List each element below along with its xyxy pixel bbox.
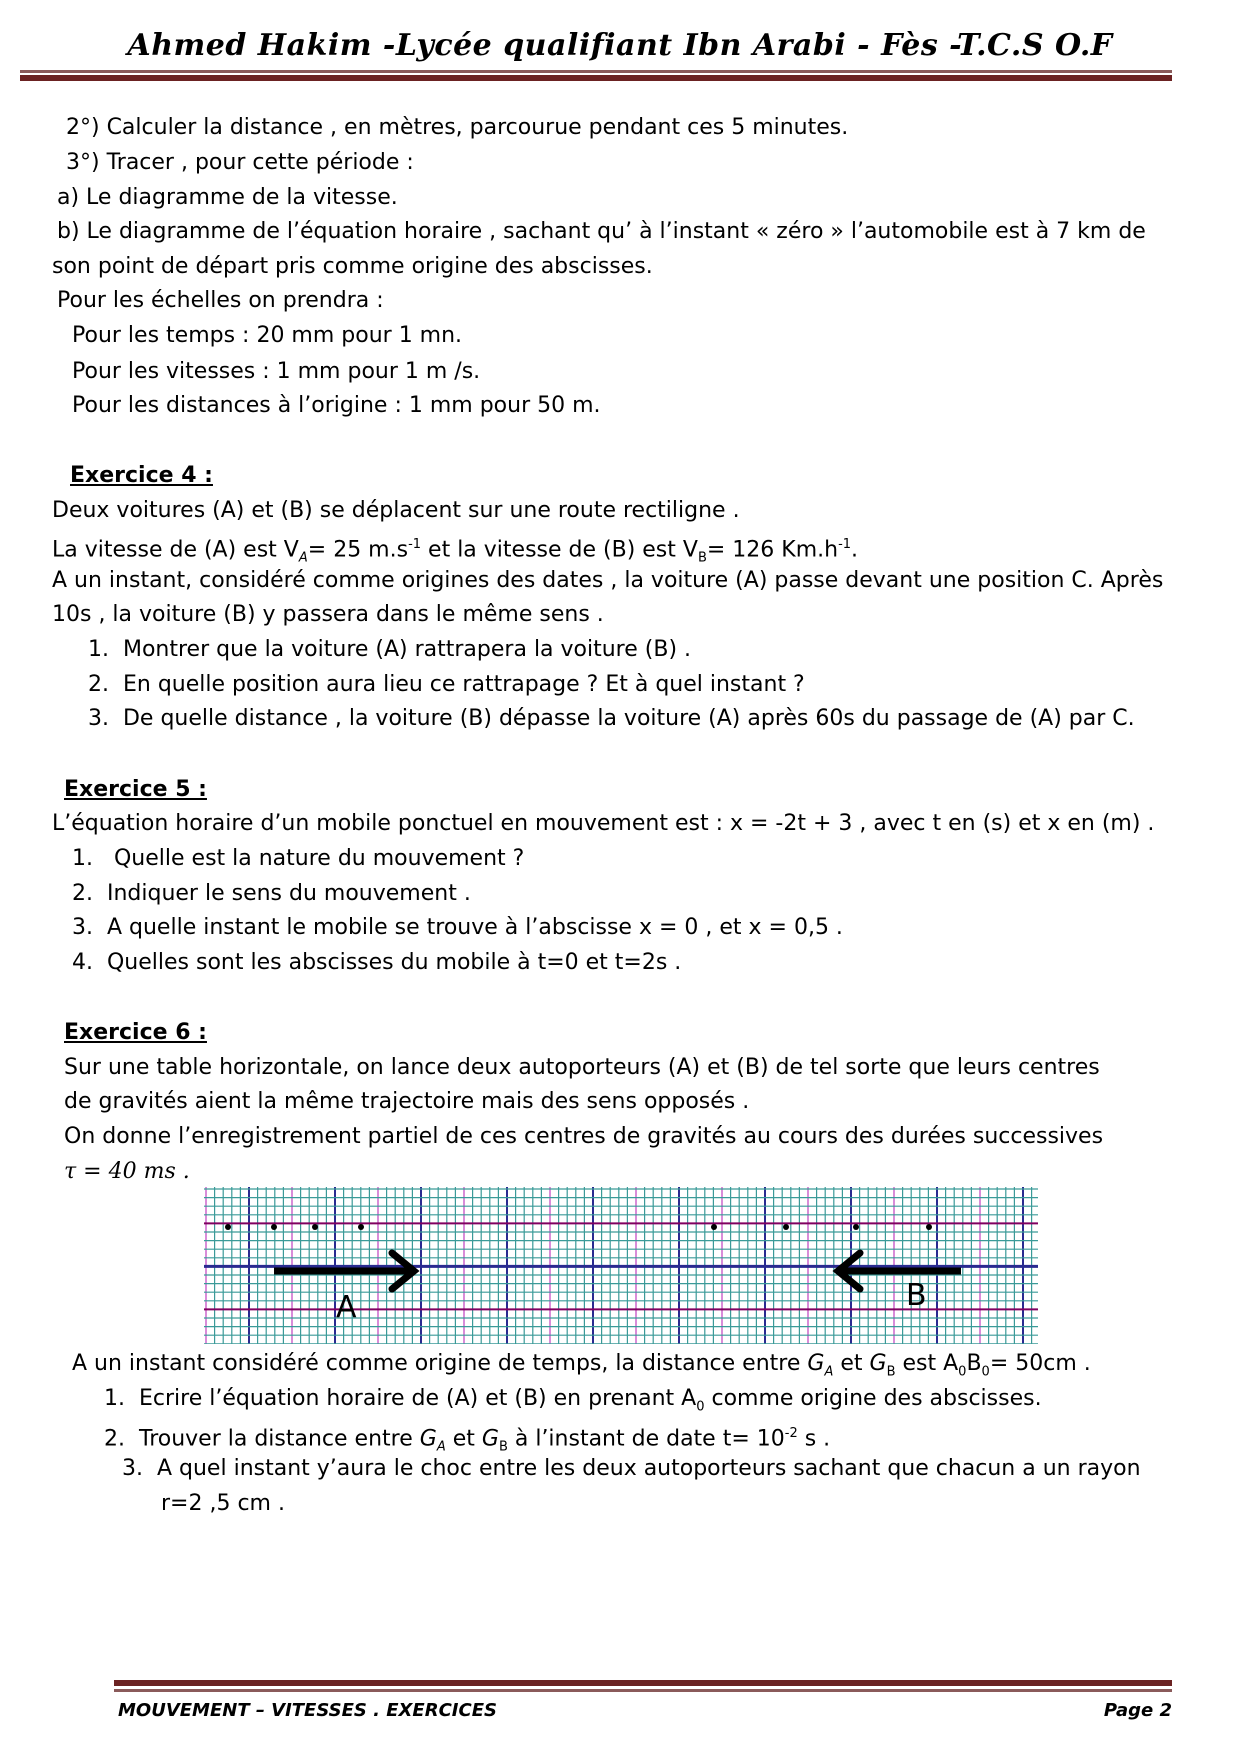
text-line: Deux voitures (A) et (B) se déplacent sur une route rectiligne . bbox=[52, 498, 740, 523]
text-line: de gravités aient la même trajectoire mais des sens opposés . bbox=[64, 1089, 750, 1114]
footer-title: MOUVEMENT – VITESSES . EXERCICES bbox=[118, 1700, 497, 1721]
header-rule-thick bbox=[20, 75, 1172, 81]
tau-formula: τ = 40 ms . bbox=[64, 1159, 190, 1184]
text-line: L’équation horaire d’un mobile ponctuel en mouvement est : x = -2t + 3 , avec t en (s) et x en (m) . bbox=[52, 811, 1155, 836]
footer-rule bbox=[114, 1689, 1172, 1692]
footer-rule-thick bbox=[114, 1680, 1172, 1686]
position-dot bbox=[853, 1224, 859, 1230]
text-line: 2°) Calculer la distance , en mètres, parcourue pendant ces 5 minutes. bbox=[66, 115, 849, 140]
list-item: 4. Quelles sont les abscisses du mobile à t=0 et t=2s . bbox=[72, 950, 682, 975]
exercise-6-title: Exercice 6 : bbox=[64, 1020, 207, 1045]
text-line: Pour les temps : 20 mm pour 1 mn. bbox=[72, 323, 463, 348]
position-dot bbox=[926, 1224, 932, 1230]
text-line: On donne l’enregistrement partiel de ces centres de gravités au cours des durées successives bbox=[64, 1124, 1104, 1149]
text-line: Pour les vitesses : 1 mm pour 1 m /s. bbox=[72, 359, 481, 384]
position-dot bbox=[783, 1224, 789, 1230]
text-line: 3°) Tracer , pour cette période : bbox=[66, 150, 414, 175]
list-item: 1. Ecrire l’équation horaire de (A) et (B) en prenant $A_0$ comme origine des abscisses. bbox=[104, 1386, 1042, 1415]
text-line: a) Le diagramme de la vitesse. bbox=[57, 185, 398, 210]
list-item: 2. Trouver la distance entre $G_A$ et $G_B$ à l’instant de date $t= 10^{-2}$ s . bbox=[104, 1426, 831, 1455]
position-dot bbox=[271, 1224, 277, 1230]
ticker-tape-recording bbox=[204, 1187, 1038, 1344]
page-header-title: Ahmed Hakim -Lycée qualifiant Ibn Arabi - Fès -T.C.S O.F bbox=[127, 28, 1113, 63]
header-rule bbox=[20, 70, 1172, 73]
text-line: 10s , la voiture (B) y passera dans le même sens . bbox=[52, 602, 604, 627]
position-dot bbox=[711, 1224, 717, 1230]
position-dot bbox=[312, 1224, 318, 1230]
position-dot bbox=[225, 1224, 231, 1230]
exercise-4-title: Exercice 4 : bbox=[70, 463, 213, 488]
list-item: 3. A quel instant y’aura le choc entre les deux autoporteurs sachant que chacun a un rayon bbox=[122, 1456, 1141, 1481]
list-item: 1. Montrer que la voiture (A) rattrapera la voiture (B) . bbox=[88, 637, 692, 662]
list-item: 3. A quelle instant le mobile se trouve à l’abscisse x = 0 , et x = 0,5 . bbox=[72, 915, 843, 940]
label-a: A bbox=[336, 1290, 357, 1325]
list-item: 3. De quelle distance , la voiture (B) dépasse la voiture (A) après 60s du passage de (A) par C. bbox=[88, 706, 1135, 731]
list-item: 2. Indiquer le sens du mouvement . bbox=[72, 881, 471, 906]
text-line: Pour les distances à l’origine : 1 mm pour 50 m. bbox=[72, 393, 601, 418]
position-dot bbox=[358, 1224, 364, 1230]
text-line: A un instant, considéré comme origines des dates , la voiture (A) passe devant une position C. Après bbox=[52, 568, 1164, 593]
text-line: r=2 ,5 cm . bbox=[161, 1491, 285, 1516]
list-item: 1. Quelle est la nature du mouvement ? bbox=[72, 846, 525, 871]
text-line: Pour les échelles on prendra : bbox=[57, 288, 384, 313]
label-b: B bbox=[906, 1278, 927, 1313]
text-line: b) Le diagramme de l’équation horaire , sachant qu’ à l’instant « zéro » l’automobile est à 7 km de bbox=[57, 219, 1146, 244]
exercise-5-title: Exercice 5 : bbox=[64, 777, 207, 802]
page-number: Page 2 bbox=[1103, 1700, 1172, 1721]
list-item: 2. En quelle position aura lieu ce rattrapage ? Et à quel instant ? bbox=[88, 672, 805, 697]
text-line: A un instant considéré comme origine de temps, la distance entre $G_A$ et $G_B$ est $A_0B_0= 50cm$ . bbox=[72, 1351, 1091, 1380]
text-line: son point de départ pris comme origine des abscisses. bbox=[52, 254, 653, 279]
text-line: Sur une table horizontale, on lance deux autoporteurs (A) et (B) de tel sorte que leurs centres bbox=[64, 1055, 1100, 1080]
text-line: La vitesse de (A) est $V_A= 25$ $m.s^{-1}$ et la vitesse de (B) est $V_B= 126$ $Km.h^{-1}$. bbox=[52, 537, 859, 566]
